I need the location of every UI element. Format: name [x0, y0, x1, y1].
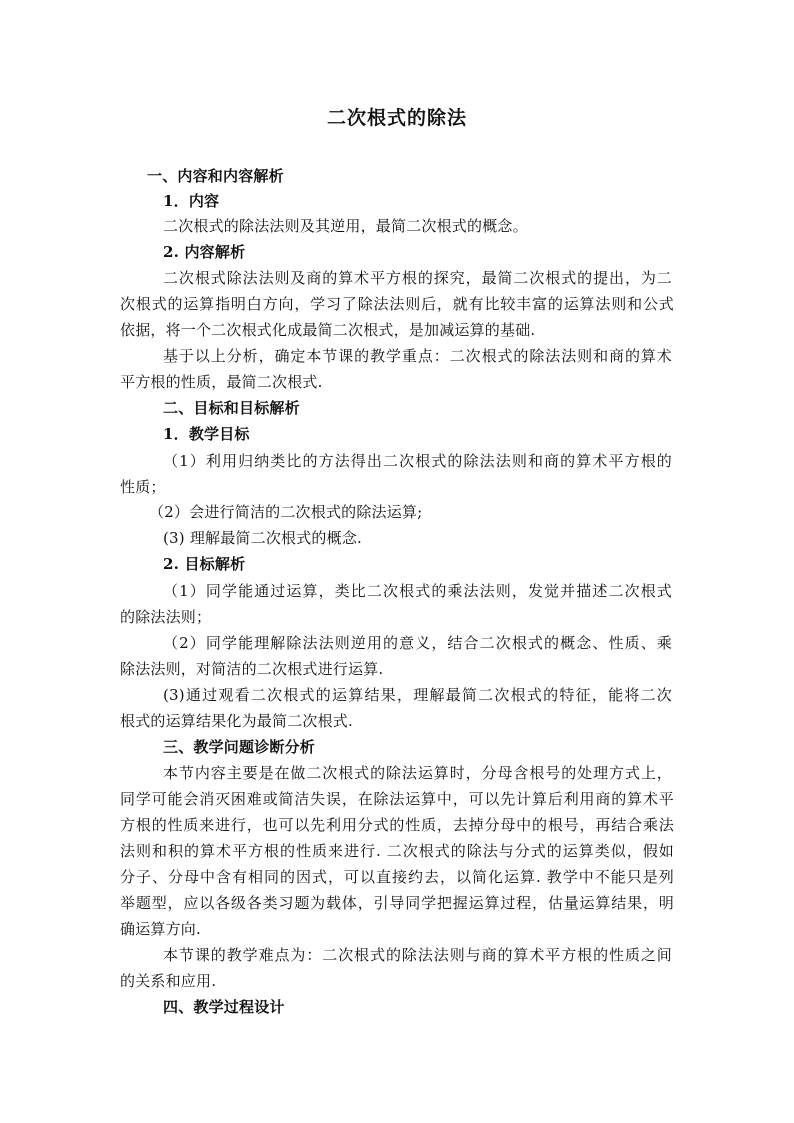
- section-heading-2: 二、目标和目标解析: [163, 399, 300, 417]
- paragraph-line: 本节课的教学难点为：二次根式的除法法则与商的算术平方根的性质之间: [163, 946, 672, 964]
- paragraph-line: 举题型，应以各级各类习题为载体，引导同学把握运算过程，估量运算结果，明: [120, 894, 674, 912]
- paragraph-line: (3) 理解最简二次根式的概念.: [163, 529, 362, 547]
- paragraph-line: 方根的性质来进行，也可以先利用分式的性质，去掉分母中的根号，再结合乘法: [120, 816, 674, 834]
- subheading-content: 1．内容: [163, 192, 220, 210]
- paragraph-line: 根式的运算结果化为最简二次根式.: [120, 712, 353, 730]
- paragraph-line: （1）同学能通过运算，类比二次根式的乘法法则，发觉并描述二次根式: [163, 582, 672, 600]
- paragraph-line: 基于以上分析，确定本节课的教学重点：二次根式的除法法则和商的算术: [163, 347, 672, 365]
- paragraph-line: 平方根的性质，最简二次根式.: [120, 373, 323, 391]
- paragraph-line: 的关系和应用.: [120, 972, 217, 990]
- paragraph-line: 的除法法则；: [120, 608, 212, 626]
- paragraph-line: 性质；: [120, 478, 166, 496]
- paragraph-line: 同学可能会消灭困难或简洁失误，在除法运算中，可以先计算后利用商的算术平: [120, 790, 674, 808]
- paragraph-line: 分子、分母中含有相同的因式，可以直接约去，以简化运算. 教学中不能只是列: [120, 868, 674, 886]
- paragraph-line: 本节内容主要是在做二次根式的除法运算时，分母含根号的处理方式上，: [163, 764, 672, 782]
- paragraph-line: 除法法则，对简洁的二次根式进行运算.: [120, 660, 384, 678]
- section-heading-1: 一、内容和内容解析: [147, 167, 284, 185]
- paragraph-line: 二次根式的除法法则及其逆用，最简二次根式的概念。: [163, 217, 528, 235]
- paragraph-line: 次根式的运算指明白方向，学习了除法法则后，就有比较丰富的运算法则和公式: [120, 295, 674, 313]
- paragraph-line: （2）会进行简洁的二次根式的除法运算;: [149, 503, 423, 521]
- paragraph-line: (3)通过观看二次根式的运算结果，理解最简二次根式的特征，能将二次: [163, 686, 672, 704]
- paragraph-line: （2）同学能理解除法法则逆用的意义，结合二次根式的概念、性质、乘: [163, 634, 672, 652]
- paragraph-line: 法则和积的算术平方根的性质来进行. 二次根式的除法与分式的运算类似，假如: [120, 842, 674, 860]
- section-heading-4: 四、教学过程设计: [163, 998, 285, 1016]
- subheading-content-analysis: 2. 内容解析: [163, 243, 246, 261]
- paragraph-line: （1）利用归纳类比的方法得出二次根式的除法法则和商的算术平方根的: [163, 452, 672, 470]
- subheading-teaching-goals: 1．教学目标: [163, 425, 250, 443]
- subheading-goal-analysis: 2. 目标解析: [163, 555, 246, 573]
- paragraph-line: 依据，将一个二次根式化成最简二次根式，是加减运算的基础.: [120, 321, 536, 339]
- section-heading-3: 三、教学问题诊断分析: [163, 738, 316, 756]
- paragraph-line: 确运算方向.: [120, 920, 201, 938]
- page-title: 二次根式的除法: [326, 107, 467, 129]
- paragraph-line: 二次根式除法法则及商的算术平方根的探究，最简二次根式的提出，为二: [163, 269, 672, 287]
